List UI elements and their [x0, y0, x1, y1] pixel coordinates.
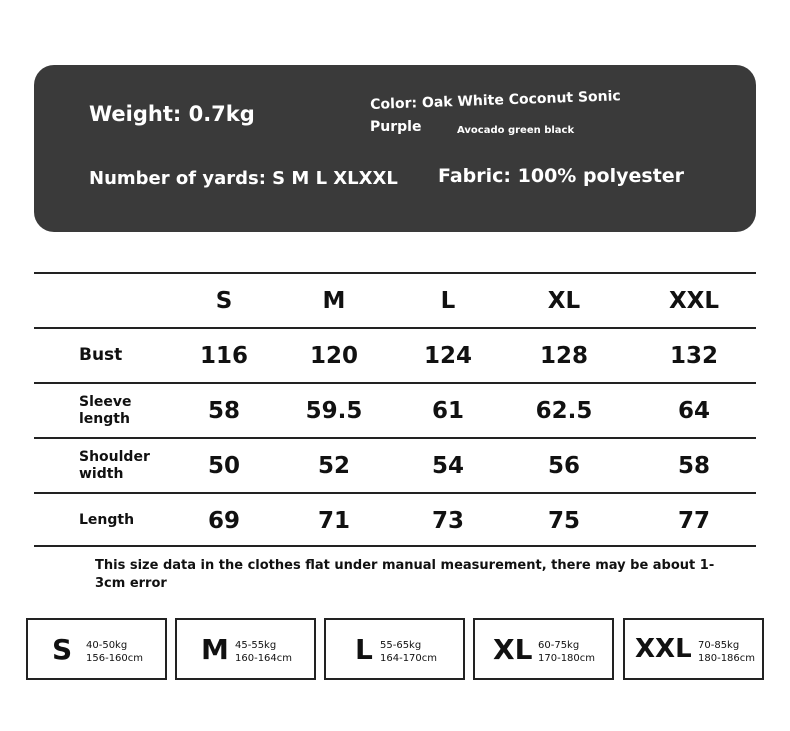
color-text-continued: Purple	[370, 119, 422, 135]
table-cell: 116	[199, 342, 248, 369]
size-card-height: 180-186cm	[698, 653, 756, 664]
size-card-label: L	[355, 632, 373, 666]
measurement-note: This size data in the clothes flat under manual measurement, there may be about 1-3cm error	[95, 558, 715, 591]
table-cell: 50	[207, 452, 240, 479]
header-s: S	[215, 287, 233, 314]
table-row	[34, 327, 756, 382]
product-info-panel	[34, 65, 756, 232]
table-cell: 58	[207, 397, 240, 424]
table-cell: 62.5	[535, 397, 593, 424]
table-cell: 56	[547, 452, 580, 479]
table-cell: 64	[677, 397, 710, 424]
size-card-height: 164-170cm	[380, 653, 438, 664]
header-xl: XL	[547, 287, 581, 314]
size-card-xxl	[623, 618, 764, 680]
row-label: Bust	[79, 345, 123, 365]
size-card-m	[175, 618, 316, 680]
size-card-label: XXL	[635, 634, 692, 664]
table-cell: 120	[309, 342, 358, 369]
table-cell: 59.5	[305, 397, 363, 424]
row-label: Sleeve length	[79, 393, 132, 427]
color-extra-text: Avocado green black	[457, 125, 575, 136]
color-text: Color: Oak White Coconut Sonic	[370, 88, 621, 113]
header-l: L	[440, 287, 456, 314]
row-label: Shoulder width	[79, 448, 150, 482]
size-card-weight: 45-55kg	[235, 640, 277, 651]
table-row	[34, 382, 756, 437]
size-card-weight: 55-65kg	[380, 640, 422, 651]
table-cell: 71	[317, 507, 350, 534]
table-cell: 52	[317, 452, 350, 479]
size-card-height: 160-164cm	[235, 653, 293, 664]
weight-text: Weight: 0.7kg	[89, 102, 255, 126]
table-header-row	[34, 272, 756, 327]
header-m: M	[322, 287, 346, 314]
table-cell: 61	[431, 397, 464, 424]
table-cell: 75	[547, 507, 580, 534]
table-cell: 77	[677, 507, 710, 534]
size-card-l	[324, 618, 465, 680]
table-cell: 54	[431, 452, 464, 479]
size-card-weight: 70-85kg	[698, 640, 740, 651]
table-cell: 73	[431, 507, 464, 534]
size-card-label: M	[201, 632, 229, 666]
size-table	[34, 272, 756, 547]
size-card-xl	[473, 618, 614, 680]
size-card-height: 170-180cm	[538, 653, 596, 664]
size-card-label: XL	[493, 632, 533, 666]
size-card-weight: 60-75kg	[538, 640, 580, 651]
table-cell: 58	[677, 452, 710, 479]
table-row	[34, 437, 756, 492]
table-cell: 128	[539, 342, 588, 369]
header-xxl: XXL	[668, 287, 720, 314]
table-row	[34, 492, 756, 547]
size-card-height: 156-160cm	[86, 653, 144, 664]
table-cell: 69	[207, 507, 240, 534]
size-card-label: S	[52, 632, 73, 666]
size-card-weight: 40-50kg	[86, 640, 128, 651]
table-cell: 132	[669, 342, 718, 369]
row-label: Length	[79, 512, 135, 528]
yards-text: Number of yards: S M L XLXXL	[89, 168, 398, 189]
size-card-s	[26, 618, 167, 680]
fabric-text: Fabric: 100% polyester	[438, 165, 685, 187]
table-cell: 124	[423, 342, 472, 369]
